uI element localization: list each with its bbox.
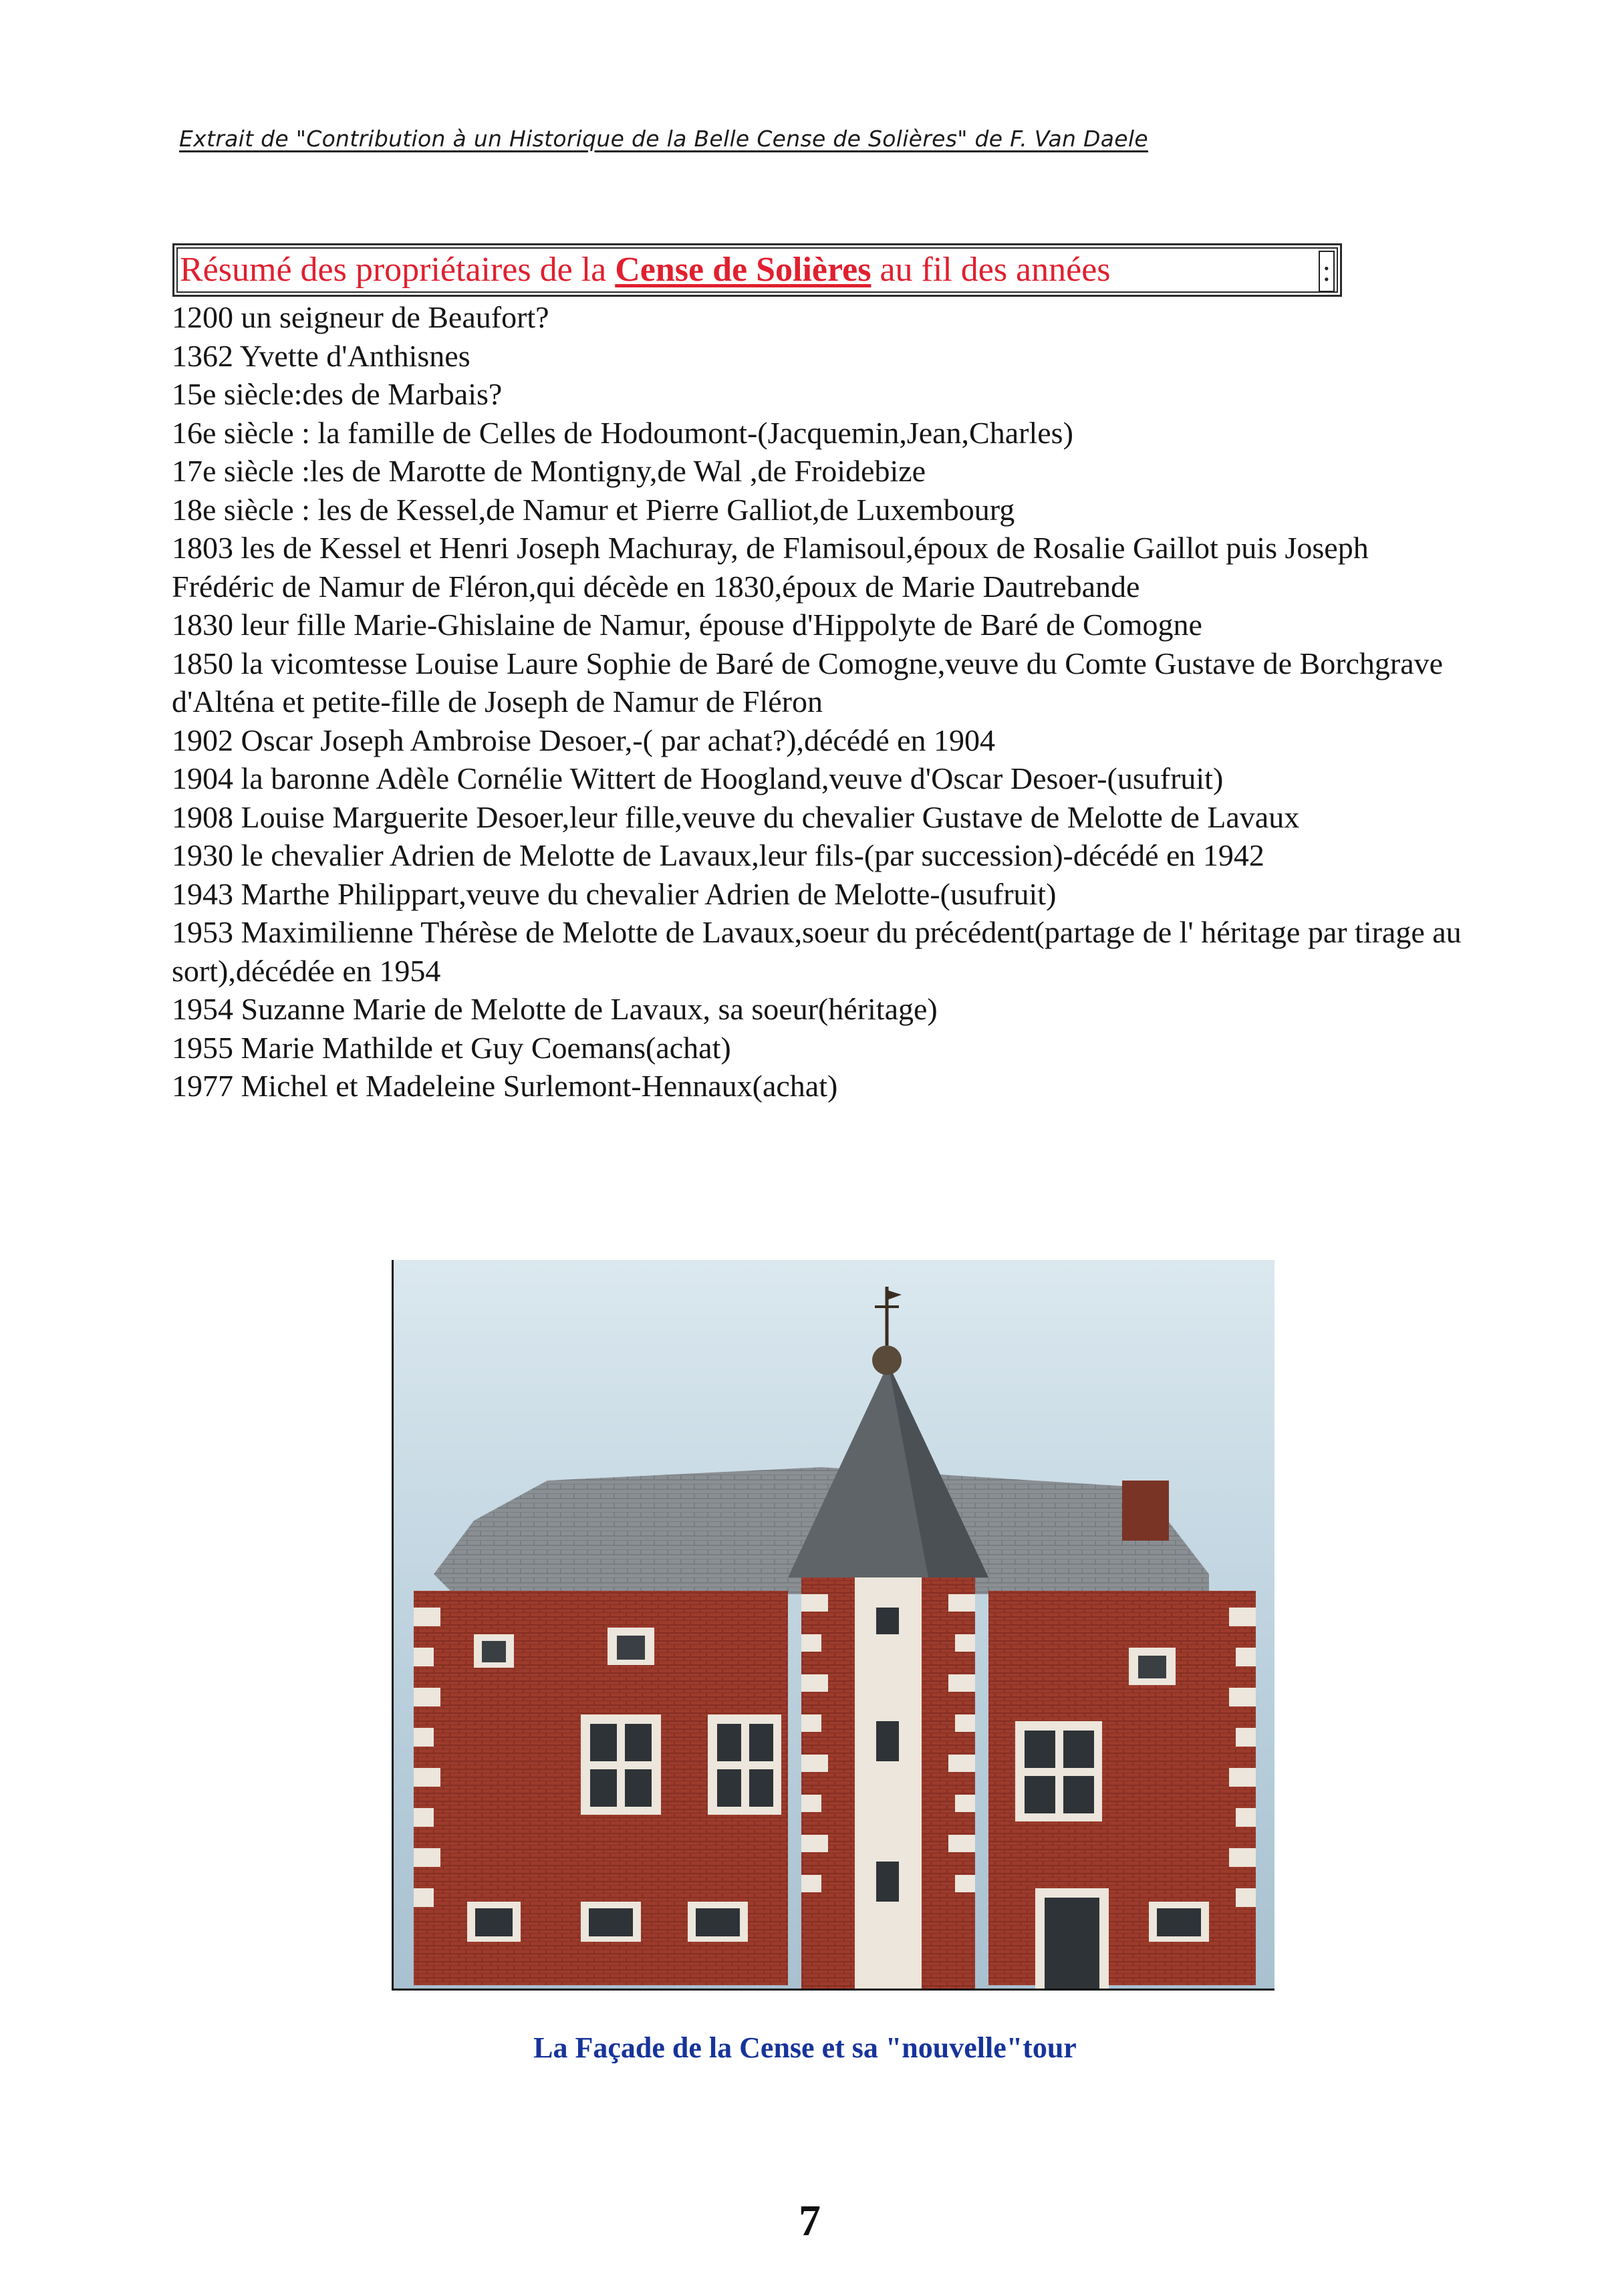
owner-entry: 1943 Marthe Philippart,veuve du chevalier Adrien de Melotte-(usufruit) [172, 876, 1057, 911]
page-number: 7 [799, 2196, 821, 2245]
owner-entry: 1977 Michel et Madeleine Surlemont-Hennaux(achat) [172, 1069, 838, 1103]
photo-caption: La Façade de la Cense et sa "nouvelle"tour [533, 2031, 1077, 2064]
owner-entry: 1930 le chevalier Adrien de Melotte de Lavaux,leur fils-(par succession)-décédé en 1942 [172, 838, 1264, 872]
cense-facade-photo [392, 1260, 1274, 1991]
owner-entry: 1830 leur fille Marie-Ghislaine de Namur, épouse d'Hippolyte de Baré de Comogne [172, 608, 1202, 642]
owner-entry: 1953 Maximilienne Thérèse de Melotte de Lavaux,soeur du précédent(partage de l' héritage par tirage au sort),décédée en 1954 [172, 915, 1462, 988]
owner-entry: 1908 Louise Marguerite Desoer,leur fille,veuve du chevalier Gustave de Melotte de Lavaux [172, 799, 1300, 834]
owner-entry: 16e siècle : la famille de Celles de Hodoumont-(Jacquemin,Jean,Charles) [172, 415, 1073, 450]
facade-illustration [394, 1260, 1274, 1989]
title-suffix: au fil des années [871, 251, 1111, 289]
section-title-box [172, 243, 1342, 297]
title-emphasis: Cense de Solières [615, 251, 871, 289]
owner-entry: 1803 les de Kessel et Henri Joseph Machuray, de Flamisoul,époux de Rosalie Gaillot puis Joseph Frédéric de Namur de Fléron,qui décède en 1830,époux de Marie Dautrebande [172, 531, 1369, 604]
owner-entry: 1902 Oscar Joseph Ambroise Desoer,-( par achat?),décédé en 1904 [172, 723, 996, 757]
owner-entry: 1362 Yvette d'Anthisnes [172, 338, 471, 373]
owner-entry: 1904 la baronne Adèle Cornélie Wittert de Hoogland,veuve d'Oscar Desoer-(usufruit) [172, 761, 1224, 795]
owner-entry: 1955 Marie Mathilde et Guy Coemans(achat) [172, 1030, 731, 1065]
owner-entry: 1954 Suzanne Marie de Melotte de Lavaux, sa soeur(héritage) [172, 992, 938, 1026]
owner-entry: 15e siècle:des de Marbais? [172, 377, 503, 411]
owner-entry: 1200 un seigneur de Beaufort? [172, 300, 549, 334]
title-colon: : [1319, 251, 1335, 292]
spire-ball [872, 1346, 902, 1375]
owner-entry: 1850 la vicomtesse Louise Laure Sophie de Baré de Comogne,veuve du Comte Gustave de Borchgrave d'Alténa et petite-fille de Joseph de Namur de Fléron [172, 646, 1444, 719]
source-header: Extrait de "Contribution à un Historique de la Belle Cense de Solières" de F. Van Daele [179, 126, 1148, 152]
tower-stone-face [855, 1574, 922, 1989]
owner-entry: 17e siècle :les de Marotte de Montigny,de Wal ,de Froidebize [172, 454, 926, 488]
owner-entry: 18e siècle : les de Kessel,de Namur et Pierre Galliot,de Luxembourg [172, 492, 1015, 527]
title-prefix: Résumé des propriétaires de la [180, 251, 616, 289]
chimney [1122, 1481, 1169, 1541]
owner-list [172, 298, 1462, 1106]
